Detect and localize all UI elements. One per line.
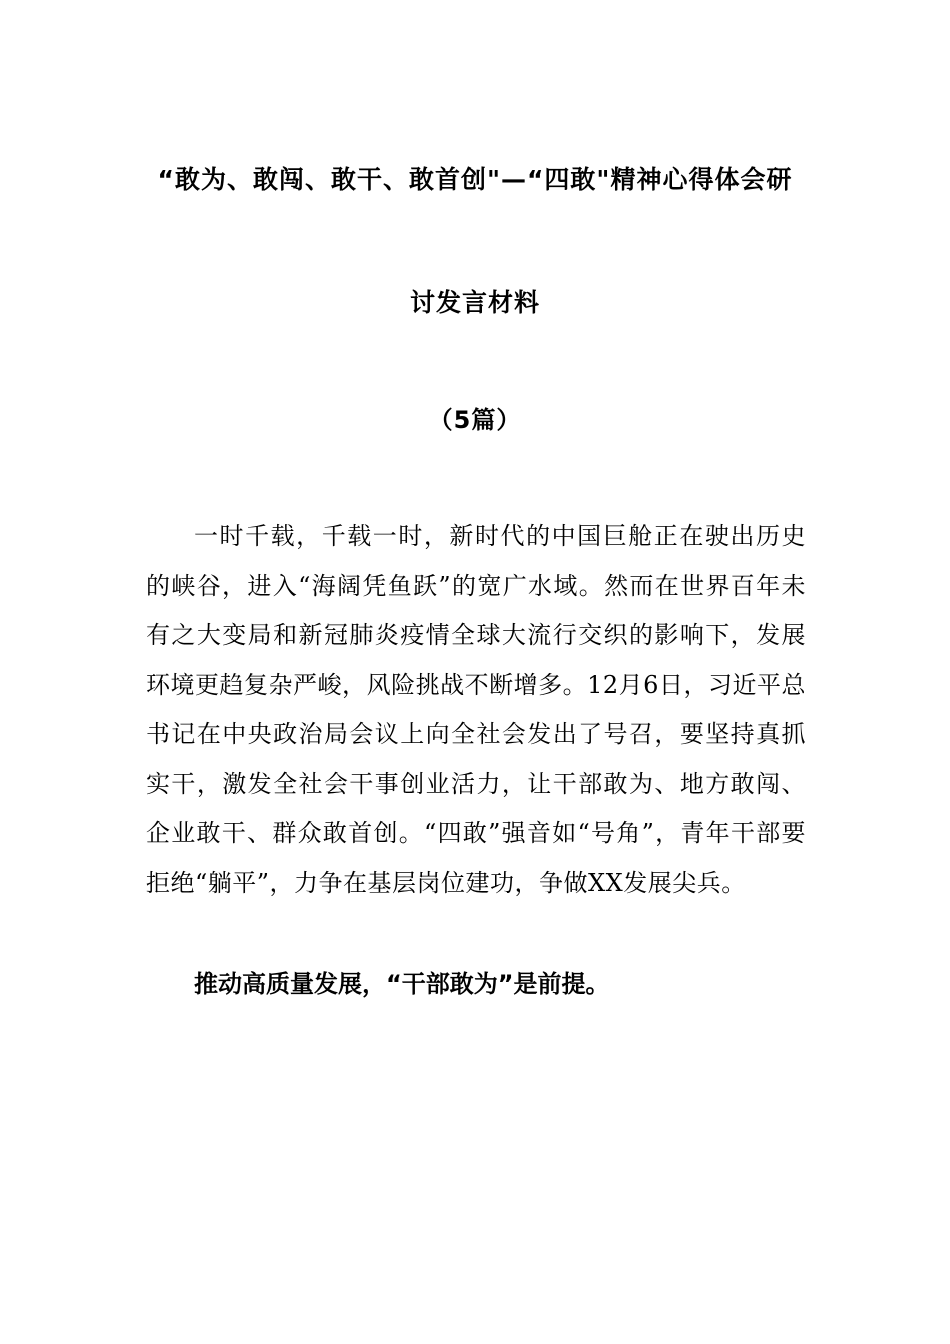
- section-heading-1: 推动高质量发展，“干部敢为”是前提。: [194, 970, 610, 998]
- document-title-count: （5篇）: [428, 406, 522, 434]
- body-paragraph-1: 一时千载，千载一时，新时代的中国巨舱正在驶出历史的峡谷，进入“海阔凭鱼跃”的宽广水域。然而在世界百年未有之大变局和新冠肺炎疫情全球大流行交织的影响下，发展环境更趋复杂严峻，风险挑战不断增多。12月6日，习近平总书记在中央政治局会议上向全社会发出了号召，要坚持真抓实干，激发全社会干事创业活力，让干部敢为、地方敢闯、企业敢干、群众敢首创。“四敢”强音如“号角”，青年干部要拒绝“躺平”，力争在基层岗位建功，争做XX发展尖兵。: [146, 522, 806, 897]
- document-title-line-2: 讨发言材料: [409, 288, 540, 317]
- document-title-line-1: “敢为、敢闯、敢干、敢首创"—“四敢"精神心得体会研: [157, 165, 793, 194]
